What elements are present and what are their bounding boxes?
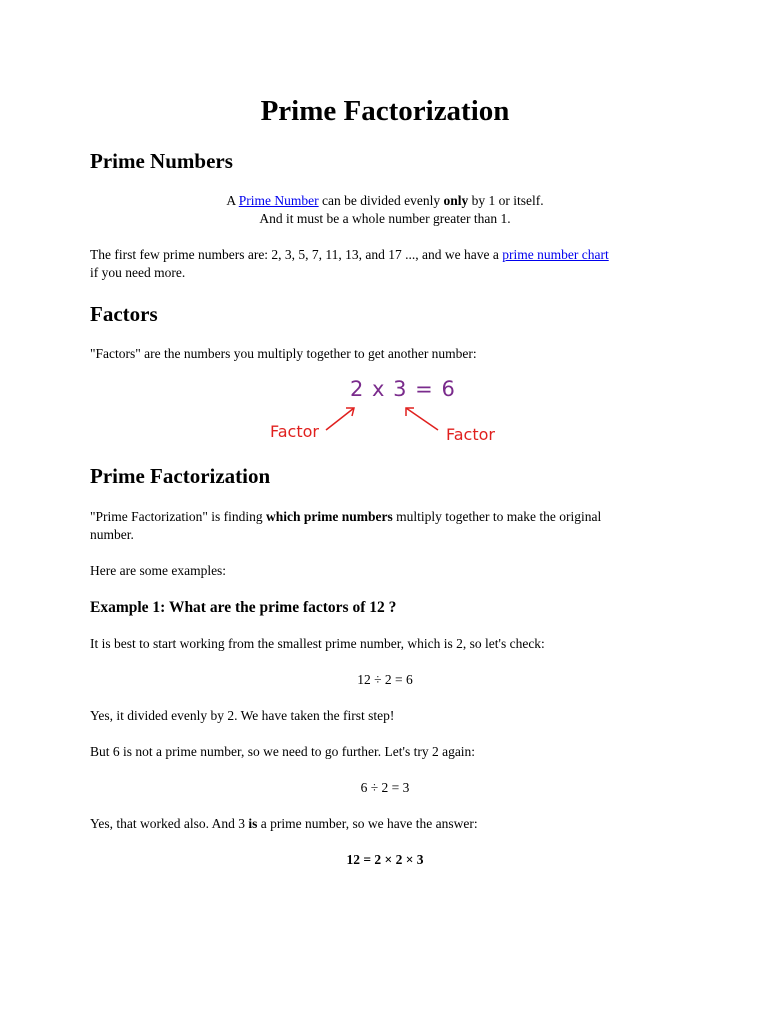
heading-factors: Factors xyxy=(90,302,158,326)
example1-start: It is best to start working from the smallest prime number, which is 2, so let's check: xyxy=(90,636,545,651)
intro-line2: number. xyxy=(90,527,134,542)
example1-answer: 12 = 2 × 2 × 3 xyxy=(346,852,424,867)
yes2-post: a prime number, so we have the answer: xyxy=(257,816,478,831)
page-title: Prime Factorization xyxy=(260,95,510,127)
first-few-primes-paragraph xyxy=(90,246,680,282)
prime-number-link[interactable]: Prime Number xyxy=(238,193,319,208)
example1-step2: 6 ÷ 2 = 3 xyxy=(360,780,410,795)
factor-diagram xyxy=(260,375,520,450)
def-post: by 1 or itself. xyxy=(468,193,544,208)
first-few-text: The first few prime numbers are: 2, 3, 5, 7, 11, 13, and 17 ..., and we have a xyxy=(90,247,503,262)
yes2-pre: Yes, that worked also. And 3 xyxy=(90,816,249,831)
factor-equation: 2 x 3 = 6 xyxy=(350,377,456,401)
intro-pre: "Prime Factorization" is finding xyxy=(90,509,266,524)
def-bold-only: only xyxy=(443,193,469,208)
intro-post: multiply together to make the original xyxy=(392,509,602,524)
factor-label-right: Factor xyxy=(446,425,495,444)
def-pre: A xyxy=(226,193,239,208)
example1-step1: 12 ÷ 2 = 6 xyxy=(357,672,413,687)
prime-factorization-intro xyxy=(90,508,680,544)
example1-yes2 xyxy=(90,815,680,833)
left-arrow-line xyxy=(326,408,354,430)
prime-number-definition-line2: And it must be a whole number greater than 1. xyxy=(259,211,511,226)
factors-text: "Factors" are the numbers you multiply together to get another number: xyxy=(90,346,477,361)
example1-yes1: Yes, it divided evenly by 2. We have taken the first step! xyxy=(90,708,395,723)
examples-intro: Here are some examples: xyxy=(90,563,227,578)
heading-prime-numbers: Prime Numbers xyxy=(90,149,233,173)
prime-number-definition xyxy=(90,192,680,210)
example1-but: But 6 is not a prime number, so we need to go further. Let's try 2 again: xyxy=(90,744,476,759)
example1-heading: Example 1: What are the prime factors of 12 ? xyxy=(90,599,397,616)
first-few-post: if you need more. xyxy=(90,265,186,280)
yes2-bold: is xyxy=(248,816,258,831)
intro-bold: which prime numbers xyxy=(266,509,393,524)
heading-prime-factorization: Prime Factorization xyxy=(90,464,271,488)
right-arrow-line xyxy=(406,408,438,430)
prime-number-chart-link[interactable]: prime number chart xyxy=(502,247,609,262)
def-mid: can be divided evenly xyxy=(318,193,444,208)
factor-label-left: Factor xyxy=(270,422,319,441)
